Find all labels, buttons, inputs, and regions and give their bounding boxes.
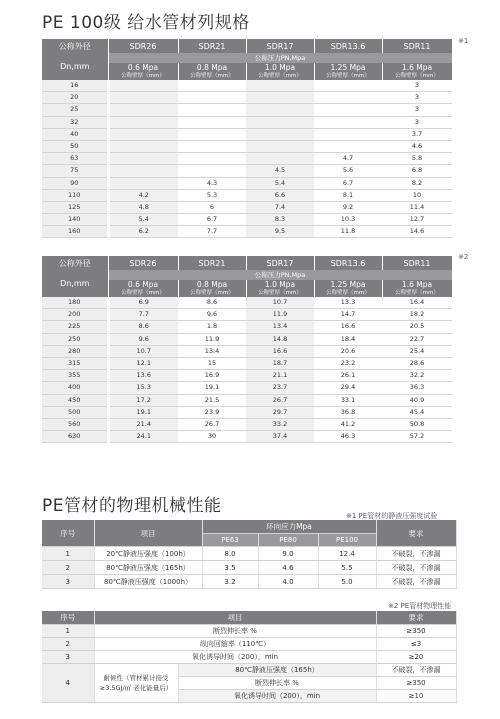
- wall-cell: [178, 165, 246, 177]
- pressure-value: 1.6 Mpa: [382, 63, 452, 72]
- row-req: ≥20: [376, 651, 456, 664]
- wall-cell: 16.9: [178, 370, 246, 382]
- weathering-line-2: ≥3.5GJ/㎡ 老化能量后）: [99, 684, 173, 692]
- wall-cell: 37.4: [246, 431, 314, 443]
- dn-label: Dn,mm: [42, 53, 108, 80]
- wall-cell: [246, 92, 314, 104]
- wall-cell: 5.8: [382, 153, 452, 165]
- wall-cell: 13.3: [314, 297, 382, 309]
- stress-value: 5.5: [318, 561, 376, 575]
- table-row: [42, 201, 452, 213]
- wall-cell: 36.8: [314, 406, 382, 418]
- table-row: [42, 345, 452, 357]
- header-req: 要求: [376, 611, 456, 625]
- row-item: 纵向回缩率（110℃）: [94, 638, 376, 651]
- sdr-header: SDR26: [108, 39, 178, 53]
- table-row: [42, 165, 452, 177]
- table-row: [42, 575, 456, 589]
- wall-cell: 9.6: [178, 309, 246, 321]
- wall-cell: [314, 140, 382, 152]
- grade-header: PE100: [318, 534, 376, 547]
- wall-cell: [108, 165, 178, 177]
- wall-cell: 9.5: [246, 226, 314, 238]
- grade-header: PE80: [258, 534, 318, 547]
- table-row: [42, 153, 452, 165]
- dn-cell: 450: [42, 394, 108, 406]
- table-row: [42, 189, 452, 201]
- dn-cell: 63: [42, 153, 108, 165]
- wall-cell: 4.5: [246, 165, 314, 177]
- wall-cell: 11.9: [246, 309, 314, 321]
- wall-cell: 11.8: [314, 226, 382, 238]
- wall-cell: 16.6: [314, 321, 382, 333]
- wall-label: 公称壁厚（mm）: [178, 289, 246, 297]
- pressure-value: 0.6 Mpa: [108, 280, 178, 289]
- weathering-sub-item: 断烈伸长率 %: [178, 677, 376, 690]
- table-row: [42, 177, 452, 189]
- note-phys-1: ※1 PE管材的静液压强度试验: [346, 512, 438, 520]
- wall-cell: 20.6: [314, 345, 382, 357]
- wall-cell: 25.4: [382, 345, 452, 357]
- wall-cell: 12.1: [108, 357, 178, 369]
- wall-cell: 14.8: [246, 333, 314, 345]
- col-head-dn: 公称外径: [42, 256, 108, 270]
- spec-table-2: [42, 256, 453, 443]
- wall-cell: [314, 80, 382, 92]
- wall-cell: [246, 153, 314, 165]
- wall-cell: 24.1: [108, 431, 178, 443]
- wall-cell: 6.9: [108, 297, 178, 309]
- stress-value: 4.6: [258, 561, 318, 575]
- wall-cell: [108, 80, 178, 92]
- wall-cell: [246, 128, 314, 140]
- pressure-value: 1.6 Mpa: [382, 280, 452, 289]
- table-row: [42, 140, 452, 152]
- wall-cell: 10: [382, 189, 452, 201]
- stress-value: 8.0: [202, 547, 258, 561]
- wall-cell: 3: [382, 92, 452, 104]
- dn-cell: 140: [42, 214, 108, 226]
- sdr-header: SDR13.6: [314, 256, 382, 270]
- row-no: 3: [42, 651, 94, 664]
- wall-cell: 29.7: [246, 406, 314, 418]
- wall-cell: 26.7: [178, 418, 246, 430]
- physical-title: PE管材的物理机械性能: [42, 496, 222, 516]
- wall-cell: 1.8: [178, 321, 246, 333]
- wall-cell: 15.3: [108, 382, 178, 394]
- wall-cell: [108, 92, 178, 104]
- note-phys-2: ※2 PE管材物理性能: [388, 602, 452, 610]
- wall-cell: 17.2: [108, 394, 178, 406]
- dn-cell: 280: [42, 345, 108, 357]
- wall-cell: 8.2: [382, 177, 452, 189]
- stress-value: 9.0: [258, 547, 318, 561]
- wall-cell: 14.6: [382, 226, 452, 238]
- row-req: 不破裂，不渗漏: [376, 547, 456, 561]
- header-no: 序号: [42, 520, 94, 547]
- wall-cell: 10.3: [314, 214, 382, 226]
- wall-cell: [314, 116, 382, 128]
- wall-cell: 36.3: [382, 382, 452, 394]
- dn-cell: 560: [42, 418, 108, 430]
- wall-cell: 3: [382, 80, 452, 92]
- pressure-value: 1.0 Mpa: [246, 280, 314, 289]
- dn-cell: 200: [42, 309, 108, 321]
- wall-cell: 40.9: [382, 394, 452, 406]
- weathering-sub-req: ≥350: [376, 677, 456, 690]
- sdr-header: SDR21: [178, 39, 246, 53]
- wall-cell: [314, 128, 382, 140]
- note-2: ※2: [458, 253, 469, 261]
- wall-cell: 28.6: [382, 357, 452, 369]
- wall-cell: [108, 116, 178, 128]
- wall-cell: [178, 104, 246, 116]
- wall-cell: 11.4: [382, 201, 452, 213]
- row-item: 氧化诱导时间（200），min: [94, 651, 376, 664]
- pressure-value: 0.8 Mpa: [178, 280, 246, 289]
- wall-cell: 33.2: [246, 418, 314, 430]
- wall-label: 公称壁厚（mm）: [178, 72, 246, 80]
- pressure-value: 1.0 Mpa: [246, 63, 314, 72]
- wall-cell: 6.7: [314, 177, 382, 189]
- wall-cell: 45.4: [382, 406, 452, 418]
- wall-label: 公称壁厚（mm）: [314, 289, 382, 297]
- wall-cell: 13.4: [246, 321, 314, 333]
- wall-label: 公称壁厚（mm）: [108, 289, 178, 297]
- wall-cell: [108, 153, 178, 165]
- wall-cell: 57.2: [382, 431, 452, 443]
- row-no: 2: [42, 561, 94, 575]
- wall-cell: 14.7: [314, 309, 382, 321]
- stress-value: 4.0: [258, 575, 318, 589]
- wall-cell: 4.6: [382, 140, 452, 152]
- wall-cell: [178, 92, 246, 104]
- wall-cell: 23.7: [246, 382, 314, 394]
- weathering-sub-req: ≥10: [376, 690, 456, 703]
- pressure-value: 1.25 Mpa: [314, 63, 382, 72]
- wall-cell: [178, 153, 246, 165]
- dn-cell: 225: [42, 321, 108, 333]
- pressure-value: 0.6 Mpa: [108, 63, 178, 72]
- table-row: [42, 128, 452, 140]
- wall-cell: [246, 140, 314, 152]
- wall-cell: 8.3: [246, 214, 314, 226]
- wall-cell: 16.4: [382, 297, 452, 309]
- wall-cell: 9.6: [108, 333, 178, 345]
- wall-cell: 20.5: [382, 321, 452, 333]
- stress-value: 12.4: [318, 547, 376, 561]
- table-row: [42, 547, 456, 561]
- wall-cell: [178, 140, 246, 152]
- dn-cell: 40: [42, 128, 108, 140]
- table-row: [42, 321, 452, 333]
- wall-cell: [246, 104, 314, 116]
- wall-cell: 18.2: [382, 309, 452, 321]
- wall-cell: 6.7: [178, 214, 246, 226]
- sdr-header: SDR26: [108, 256, 178, 270]
- wall-cell: [246, 116, 314, 128]
- dn-cell: 125: [42, 201, 108, 213]
- wall-cell: 6: [178, 201, 246, 213]
- wall-cell: 15: [178, 357, 246, 369]
- dn-cell: 32: [42, 116, 108, 128]
- row-req: ≤3: [376, 638, 456, 651]
- wall-cell: 30: [178, 431, 246, 443]
- dn-cell: 16: [42, 80, 108, 92]
- wall-cell: 5.6: [314, 165, 382, 177]
- wall-cell: 4.3: [178, 177, 246, 189]
- pressure-label: 公称压力PN,Mpa: [108, 270, 452, 280]
- wall-cell: 8.6: [178, 297, 246, 309]
- spec-table-1: [42, 39, 453, 238]
- wall-cell: 5.4: [108, 214, 178, 226]
- dn-cell: 90: [42, 177, 108, 189]
- table-row: [42, 214, 452, 226]
- pressure-label: 公称压力PN,Mpa: [108, 53, 452, 63]
- sdr-header: SDR17: [246, 39, 314, 53]
- table-row: [42, 297, 452, 309]
- wall-cell: 18.7: [246, 357, 314, 369]
- dn-cell: 250: [42, 333, 108, 345]
- stress-value: 3.5: [202, 561, 258, 575]
- table-row: [42, 309, 452, 321]
- dn-cell: 355: [42, 370, 108, 382]
- sdr-header: SDR13.6: [314, 39, 382, 53]
- header-req: 要求: [376, 520, 456, 547]
- row-req: ≥350: [376, 625, 456, 638]
- wall-label: 公称壁厚（mm）: [246, 72, 314, 80]
- weathering-sub-req: 不破裂，不渗漏: [376, 664, 456, 677]
- dn-cell: 75: [42, 165, 108, 177]
- dn-cell: 500: [42, 406, 108, 418]
- wall-cell: 22.7: [382, 333, 452, 345]
- wall-cell: 21.4: [108, 418, 178, 430]
- wall-cell: 7.7: [108, 309, 178, 321]
- row-req: 不破裂，不渗漏: [376, 561, 456, 575]
- wall-cell: [178, 128, 246, 140]
- wall-cell: [178, 116, 246, 128]
- table-row: [42, 116, 452, 128]
- table-row: [42, 92, 452, 104]
- wall-cell: 19.1: [108, 406, 178, 418]
- sdr-header: SDR17: [246, 256, 314, 270]
- wall-cell: 41.2: [314, 418, 382, 430]
- sdr-header: SDR11: [382, 256, 452, 270]
- table-row: [42, 418, 452, 430]
- row-item: 20℃静液压强度（100h）: [94, 547, 202, 561]
- wall-cell: 18.4: [314, 333, 382, 345]
- row-item: 80℃静液压强度（165h）: [94, 561, 202, 575]
- wall-cell: 7.4: [246, 201, 314, 213]
- wall-label: 公称壁厚（mm）: [246, 289, 314, 297]
- dn-cell: 180: [42, 297, 108, 309]
- wall-cell: [246, 80, 314, 92]
- wall-cell: 46.3: [314, 431, 382, 443]
- table-row: [42, 406, 452, 418]
- weathering-line-1: 耐候性（管材累计接受: [103, 674, 169, 682]
- dn-cell: 630: [42, 431, 108, 443]
- wall-cell: 11.9: [178, 333, 246, 345]
- header-stress: 环向应力Mpa: [202, 520, 376, 534]
- phys-table-2: [42, 611, 457, 703]
- spec-title: PE 100级 给水管材列规格: [42, 13, 250, 33]
- wall-label: 公称壁厚（mm）: [108, 72, 178, 80]
- weathering-sub-item: 80℃静液压强度（165h）: [178, 664, 376, 677]
- wall-cell: 13.4: [178, 345, 246, 357]
- header-no: 序号: [42, 611, 94, 625]
- sdr-header: SDR21: [178, 256, 246, 270]
- wall-cell: 32.2: [382, 370, 452, 382]
- wall-cell: 3: [382, 104, 452, 116]
- wall-label: 公称壁厚（mm）: [382, 72, 452, 80]
- dn-cell: 160: [42, 226, 108, 238]
- wall-cell: 5.4: [246, 177, 314, 189]
- stress-value: 5.0: [318, 575, 376, 589]
- wall-cell: [178, 80, 246, 92]
- table-row: [42, 357, 452, 369]
- table-row: [42, 333, 452, 345]
- table-row: [42, 80, 452, 92]
- wall-cell: 5.3: [178, 189, 246, 201]
- table-row: [42, 394, 452, 406]
- wall-label: 公称壁厚（mm）: [382, 289, 452, 297]
- pressure-value: 0.8 Mpa: [178, 63, 246, 72]
- wall-cell: 3: [382, 116, 452, 128]
- row-item: 断烈伸长率 %: [94, 625, 376, 638]
- table-row: [42, 370, 452, 382]
- wall-cell: 10.7: [108, 345, 178, 357]
- wall-cell: [314, 92, 382, 104]
- dn-cell: 50: [42, 140, 108, 152]
- table-row: [42, 226, 452, 238]
- row-no: 4: [42, 664, 94, 703]
- wall-cell: 50.8: [382, 418, 452, 430]
- wall-cell: 13.6: [108, 370, 178, 382]
- pressure-value: 1.25 Mpa: [314, 280, 382, 289]
- wall-cell: 19.1: [178, 382, 246, 394]
- wall-cell: 23.9: [178, 406, 246, 418]
- note-1: ※1: [458, 37, 469, 45]
- dn-label: Dn,mm: [42, 270, 108, 297]
- dn-cell: 400: [42, 382, 108, 394]
- wall-cell: 26.1: [314, 370, 382, 382]
- row-no: 2: [42, 638, 94, 651]
- wall-cell: 26.7: [246, 394, 314, 406]
- wall-cell: [314, 104, 382, 116]
- row-item: 80℃静液压强度（1000h）: [94, 575, 202, 589]
- phys-table-1: [42, 520, 457, 589]
- header-item: 项目: [94, 611, 376, 625]
- grade-header: PE63: [202, 534, 258, 547]
- wall-cell: 12.7: [382, 214, 452, 226]
- wall-cell: 16.6: [246, 345, 314, 357]
- weathering-sub-item: 氧化诱导时间（200），min: [178, 690, 376, 703]
- wall-cell: 4.7: [314, 153, 382, 165]
- wall-cell: 3.7: [382, 128, 452, 140]
- wall-cell: 21.1: [246, 370, 314, 382]
- wall-cell: 6.6: [246, 189, 314, 201]
- wall-cell: [108, 177, 178, 189]
- row-req: 不破裂，不渗漏: [376, 575, 456, 589]
- table-row: [42, 382, 452, 394]
- wall-cell: 6.2: [108, 226, 178, 238]
- wall-cell: 6.8: [382, 165, 452, 177]
- row-no: 3: [42, 575, 94, 589]
- col-head-dn: 公称外径: [42, 39, 108, 53]
- wall-cell: 21.5: [178, 394, 246, 406]
- wall-label: 公称壁厚（mm）: [314, 72, 382, 80]
- sdr-header: SDR11: [382, 39, 452, 53]
- wall-cell: 29.4: [314, 382, 382, 394]
- wall-cell: 9.2: [314, 201, 382, 213]
- wall-cell: 23.2: [314, 357, 382, 369]
- table-row: [42, 561, 456, 575]
- wall-cell: 8.1: [314, 189, 382, 201]
- wall-cell: 8.6: [108, 321, 178, 333]
- wall-cell: 7.7: [178, 226, 246, 238]
- dn-cell: 315: [42, 357, 108, 369]
- weathering-item: [94, 664, 178, 703]
- wall-cell: [108, 128, 178, 140]
- table-row: [42, 431, 452, 443]
- dn-cell: 20: [42, 92, 108, 104]
- wall-cell: 10.7: [246, 297, 314, 309]
- dn-cell: 25: [42, 104, 108, 116]
- wall-cell: 4.8: [108, 201, 178, 213]
- row-no: 1: [42, 625, 94, 638]
- wall-cell: 4.2: [108, 189, 178, 201]
- wall-cell: [108, 140, 178, 152]
- header-item: 项目: [94, 520, 202, 547]
- table-row: [42, 104, 452, 116]
- row-no: 1: [42, 547, 94, 561]
- dn-cell: 110: [42, 189, 108, 201]
- wall-cell: [108, 104, 178, 116]
- wall-cell: 33.1: [314, 394, 382, 406]
- stress-value: 3.2: [202, 575, 258, 589]
